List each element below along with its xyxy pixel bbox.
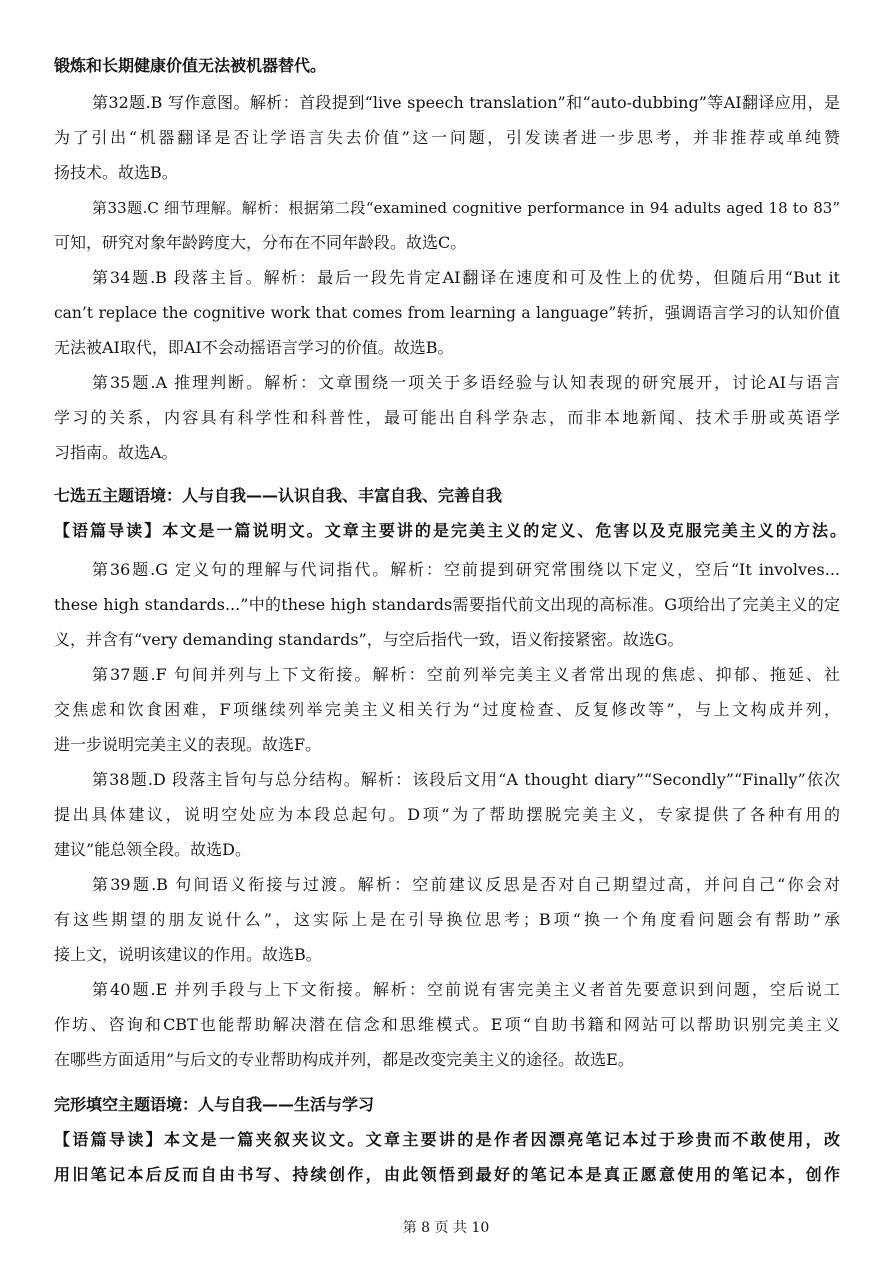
answer-32-line: 第32题.B 写作意图。解析：首段提到“live speech translation”和“auto-dubbing”等AI翻译应用，是 (92, 93, 840, 112)
text-line: 进一步说明完美主义的表现。故选F。 (54, 735, 322, 754)
text-line: these high standards...”中的these high standards需要指代前文出现的高标准。G项给出了完美主义的定 (54, 595, 840, 614)
text-line: 为了引出“机器翻译是否让学语言失去价值”这一问题，引发读者进一步思考，并非推荐或单纯赞 (54, 128, 840, 147)
answer-34-line: 第34题.B 段落主旨。解析：最后一段先肯定AI翻译在速度和可及性上的优势，但随后用“But it (92, 268, 840, 287)
answer-40-line: 第40题.E 并列手段与上下文衔接。解析：空前说有害完美主义者首先要意识到问题，空后说工 (92, 980, 840, 999)
text-line: 接上文，说明该建议的作用。故选B。 (54, 945, 322, 964)
answer-38-line: 第38题.D 段落主旨句与总分结构。解析：该段后文用“A thought diary”“Secondly”“Finally”依次 (92, 770, 840, 789)
answer-35-line: 第35题.A 推理判断。解析：文章围绕一项关于多语经验与认知表现的研究展开，讨论AI与语言 (92, 373, 840, 392)
text-line: 习指南。故选A。 (54, 443, 178, 462)
text-line: 无法被AI取代，即AI不会动摇语言学习的价值。故选B。 (54, 338, 454, 357)
text-line: 用旧笔记本后反而自由书写、持续创作，由此领悟到最好的笔记本是真正愿意使用的笔记本，创作 (54, 1165, 840, 1184)
answer-37-line: 第37题.F 句间并列与上下文衔接。解析：空前列举完美主义者常出现的焦虑、抑郁、拖延、社 (92, 665, 840, 684)
answer-36-line: 第36题.G 定义句的理解与代词指代。解析：空前提到研究常围绕以下定义，空后“It involves... (92, 560, 840, 579)
text-line: 建议”能总领全段。故选D。 (54, 840, 252, 859)
section-heading: 七选五主题语境：人与自我——认识自我、丰富自我、完善自我 (54, 486, 503, 505)
text-line: 作坊、咨询和CBT也能帮助解决潜在信念和思维模式。E项“自助书籍和网站可以帮助识别完美主义 (54, 1015, 840, 1034)
reading-guide: 【语篇导读】本文是一篇说明文。文章主要讲的是完美主义的定义、危害以及克服完美主义的方法。 (54, 521, 846, 540)
text-line: 提出具体建议，说明空处应为本段总起句。D项“为了帮助摆脱完美主义，专家提供了各种有用的 (54, 805, 840, 824)
text-line: 有这些期望的朋友说什么”，这实际上是在引导换位思考；B项“换一个角度看问题会有帮助”承 (54, 910, 840, 929)
answer-33-line: 第33题.C 细节理解。解析：根据第二段“examined cognitive performance in 94 adults aged 18 to 83” (92, 199, 840, 217)
text-line: 在哪些方面适用”与后文的专业帮助构成并列，都是改变完美主义的途径。故选E。 (54, 1050, 634, 1069)
section-heading: 完形填空主题语境：人与自我——生活与学习 (54, 1095, 375, 1114)
text-line: 可知，研究对象年龄跨度大，分布在不同年龄段。故选C。 (54, 233, 467, 252)
text-line: 义，并含有“very demanding standards”，与空后指代一致，语义衔接紧密。故选G。 (54, 630, 684, 649)
text-line: 锻炼和长期健康价值无法被机器替代。 (54, 56, 327, 75)
answer-39-line: 第39题.B 句间语义衔接与过渡。解析：空前建议反思是否对自己期望过高，并问自己“你会对 (92, 875, 840, 894)
page-footer: 第 8 页 共 10 (402, 1220, 490, 1236)
text-line: can’t replace the cognitive work that comes from learning a language”转折，强调语言学习的认知价值 (54, 304, 840, 322)
text-line: 交焦虑和饮食困难，F项继续列举完美主义相关行为“过度检查、反复修改等”，与上文构成并列， (54, 700, 840, 719)
reading-guide: 【语篇导读】本文是一篇夹叙夹议文。文章主要讲的是作者因漂亮笔记本过于珍贵而不敢使用，改 (54, 1130, 840, 1149)
text-line: 扬技术。故选B。 (54, 163, 178, 182)
text-line: 学习的关系，内容具有科学性和科普性，最可能出自科学杂志，而非本地新闻、技术手册或英语学 (54, 408, 840, 427)
